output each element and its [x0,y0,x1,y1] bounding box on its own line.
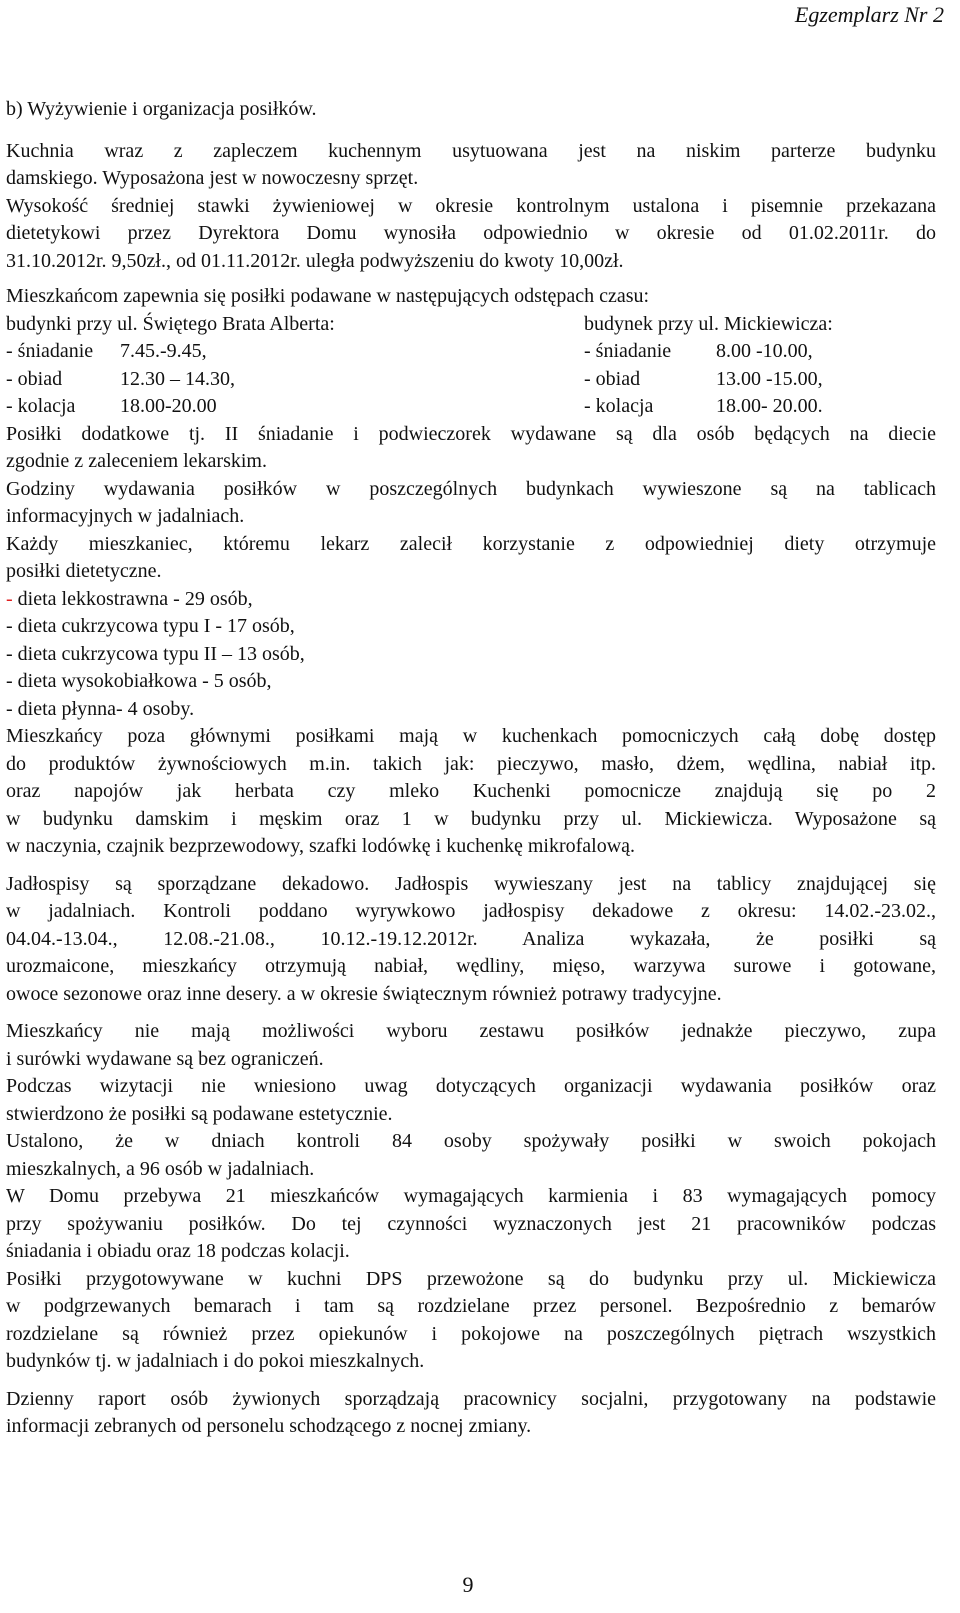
meal-schedule-intro: Mieszkańcom zapewnia się posiłki podawane w następujących odstępach czasu: [6,285,650,307]
text-line: urozmaicone, mieszkańcy otrzymują nabiał, wędliny, mięso, warzywa surowe i gotowane, [6,955,936,977]
section-title: b) Wyżywienie i organizacja posiłków. [6,98,317,120]
meal-time: 18.00- 20.00. [716,395,823,417]
text-line: w podgrzewanych bemarach i tam są rozdzielane przez personel. Bezpośrednio z bemarów [6,1295,936,1317]
text-line: zgodnie z zaleceniem lekarskim. [6,450,267,472]
text-line: przy spożywaniu posiłków. Do tej czynności wyznaczonych jest 21 pracowników podczas [6,1212,936,1235]
red-dash: - [6,587,13,610]
meal-time: 13.00 -15.00, [716,367,823,390]
meal-row [6,338,936,366]
text-line: owoce sezonowe oraz inne desery. a w okresie świątecznym również potrawy tradycyjne. [6,982,722,1005]
text-line: Posiłki przygotowywane w kuchni DPS przewożone są do budynku przy ul. Mickiewicza [6,1267,936,1290]
meal-schedule-header [6,311,936,339]
text-line: dietetykowi przez Dyrektora Domu wynosiła odpowiednio w okresie od 01.02.2011r. do [6,222,936,244]
text-line: rozdzielane są również przez opiekunów i pokojowe na poszczególnych piętrach wszystkich [6,1322,936,1345]
text-line: Podczas wizytacji nie wniesiono uwag dotyczących organizacji wydawania posiłków oraz [6,1075,936,1097]
text-line: posiłki dietetyczne. [6,560,162,582]
diet-item: - dieta wysokobiałkowa - 5 osób, [6,670,272,692]
text-line: Posiłki dodatkowe tj. II śniadanie i podwieczorek wydawane są dla osób będących na diecie [6,422,936,445]
page-number: 9 [462,1572,474,1597]
text-line: i surówki wydawane są bez ograniczeń. [6,1047,324,1070]
diet-item: - dieta cukrzycowa typu II – 13 osób, [6,642,305,665]
text-line: mieszkalnych, a 96 osób w jadalniach. [6,1157,315,1180]
text-line: w jadalniach. Kontroli poddano wyrywkowo jadłospisy dekadowe z okresu: 14.02.-23.02., [6,900,936,922]
meal-name: - obiad [584,367,641,390]
text-line: informacyjnych w jadalniach. [6,505,245,527]
text-line: damskiego. Wyposażona jest w nowoczesny sprzęt. [6,167,419,189]
meal-time: 8.00 -10.00, [716,340,813,362]
text-line: Godziny wydawania posiłków w poszczególnych budynkach wywieszone są na tablicach [6,477,936,500]
text-line: 04.04.-13.04., 12.08.-21.08., 10.12.-19.12.2012r. Analiza wykazała, że posiłki są [6,927,936,950]
text-line: w naczynia, czajnik bezprzewodowy, szafki lodówkę i kuchenkę mikrofalową. [6,835,636,857]
meal-name: - śniadanie [584,340,672,362]
text-line: budynków tj. w jadalniach i do pokoi mieszkalnych. [6,1350,425,1372]
paragraph-report [6,1386,936,1441]
meal-row [6,366,936,394]
text-line: 31.10.2012r. 9,50zł., od 01.11.2012r. uległa podwyższeniu do kwoty 10,00zł. [6,249,624,272]
diet-item-text: dieta lekkostrawna - 29 osób, [12,587,253,610]
diet-item: - dieta cukrzycowa typu I - 17 osób, [6,615,295,637]
meal-name: - kolacja [584,395,654,417]
meal-time: 7.45.-9.45, [120,340,207,362]
diet-list [6,586,936,724]
meal-time: 12.30 – 14.30, [120,367,235,390]
meal-time: 18.00-20.00 [120,395,217,417]
text-line: śniadania i obiadu oraz 18 podczas kolacji. [6,1240,350,1262]
building-a-label: budynki przy ul. Świętego Brata Alberta: [6,312,335,335]
text-line: stwierdzono że posiłki są podawane estetycznie. [6,1102,393,1125]
text-line: Każdy mieszkaniec, któremu lekarz zalecił korzystanie z odpowiedniej diety otrzymuje [6,532,936,555]
text-line: Dzienny raport osób żywionych sporządzają pracownicy socjalni, przygotowany na podstawie [6,1387,936,1410]
text-line: informacji zebranych od personelu schodzącego z nocnej zmiany. [6,1415,532,1437]
paragraph-service [6,1018,936,1376]
text-line: w budynku damskim i męskim oraz 1 w budynku przy ul. Mickiewicza. Wyposażone są [6,807,936,830]
text-line: Kuchnia wraz z zapleczem kuchennym usytuowana jest na niskim parterze budynku [6,139,936,162]
text-line: do produktów żywnościowych m.in. takich jak: pieczywo, masło, dżem, wędlina, nabiał itp. [6,752,936,775]
text-line: Mieszkańcy poza głównymi posiłkami mają w kuchenkach pomocniczych całą dobę dostęp [6,725,936,747]
text-line: Wysokość średniej stawki żywieniowej w okresie kontrolnym ustalona i pisemnie przekazana [6,194,936,217]
meal-name: - śniadanie [6,340,94,362]
text-line: Jadłospisy są sporządzane dekadowo. Jadłospis wywieszany jest na tablicy znajdującej się [6,872,936,895]
paragraph-kitchen [6,138,936,276]
text-line: Mieszkańcy nie mają możliwości wyboru zestawu posiłków jednakże pieczywo, zupa [6,1020,936,1042]
diet-item [6,586,936,614]
paragraph-pantries [6,723,936,861]
paragraph-diets-intro [6,421,936,586]
text-line: Ustalono, że w dniach kontroli 84 osoby spożywały posiłki w swoich pokojach [6,1130,936,1152]
meal-row [6,393,936,421]
diet-item: - dieta płynna- 4 osoby. [6,697,195,720]
meal-name: - kolacja [6,395,76,417]
meal-schedule [6,283,936,421]
text-line: oraz napojów jak herbata czy mleko Kuchenki pomocnicze znajdują się po 2 [6,780,936,802]
text-line: W Domu przebywa 21 mieszkańców wymagających karmienia i 83 wymagających pomocy [6,1185,936,1207]
paragraph-menus [6,871,936,1009]
meal-name: - obiad [6,367,63,390]
document-body [6,96,936,1441]
copy-number-header: Egzemplarz Nr 2 [794,2,944,27]
building-b-label: budynek przy ul. Mickiewicza: [584,312,833,335]
